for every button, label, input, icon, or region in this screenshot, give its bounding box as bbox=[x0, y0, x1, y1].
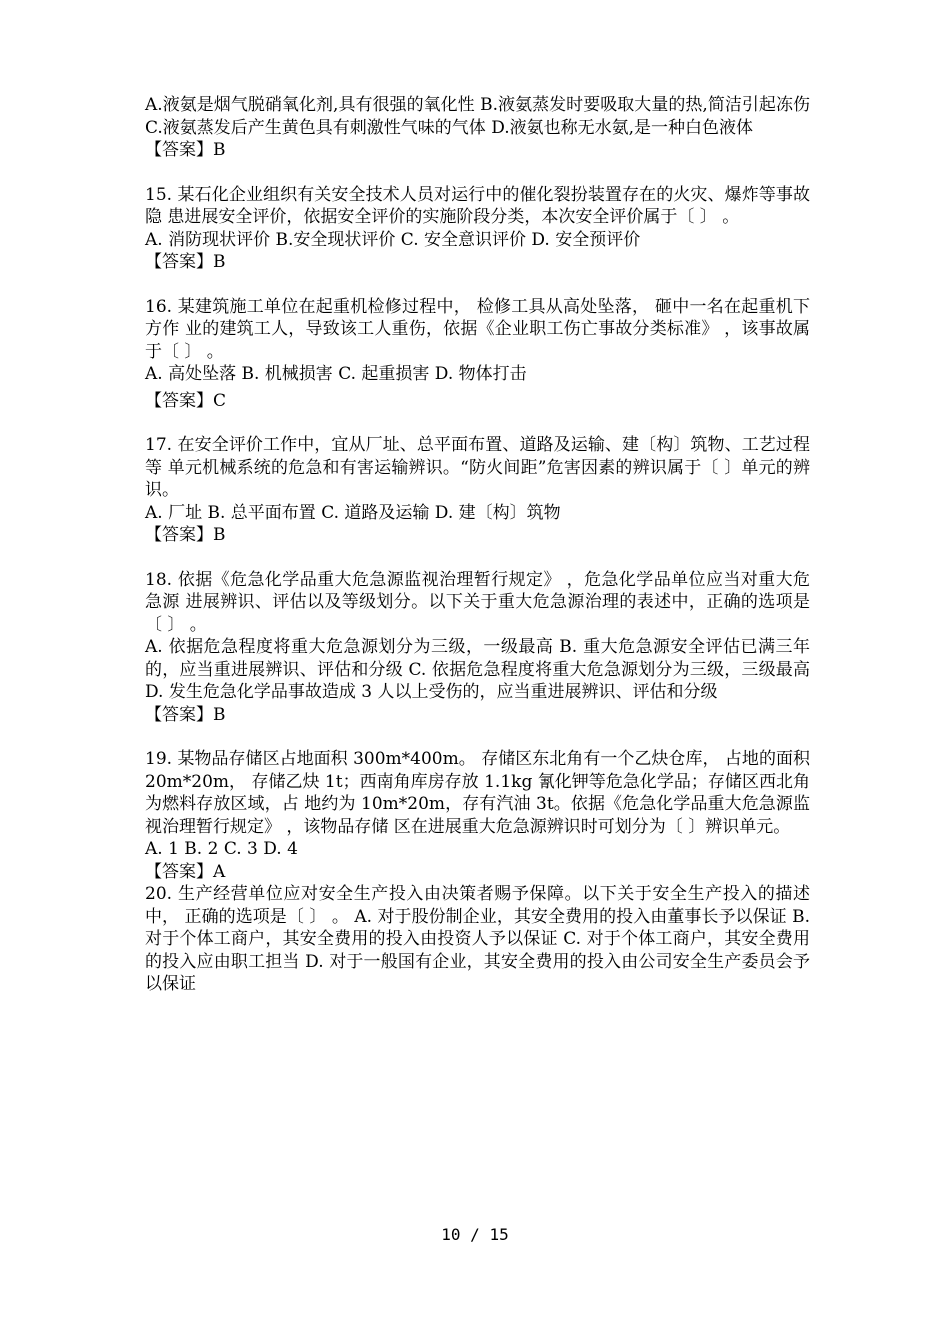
question-20-text: 20. 生产经营单位应对安全生产投入由决策者赐予保障。以下关于安全生产投入的描述中， 正确的选项是〔 〕 。 A. 对于股份制企业，其安全费用的投入由董事长予以保证 B. 对于个体工商户，其安全费用的投入由投资人予以保证 C. 对于个体工商户，其安全费用的投入应由职工担当 D. 对于一般国有企业，其安全费用的投入由公司安全生产委员会予以保证 bbox=[145, 884, 810, 994]
question-16-options: A. 高处坠落 B. 机械损害 C. 起重损害 D. 物体打击 bbox=[145, 364, 527, 384]
question-15-answer: 【答案】B bbox=[145, 252, 226, 272]
question-17-text: 17. 在安全评价工作中，宜从厂址、总平面布置、道路及运输、建〔构〕筑物、工艺过程等 单元机械系统的危急和有害运输辨识。“防火间距”危害因素的辨识属于〔 〕单元的辨识。 bbox=[145, 435, 810, 500]
question-16-answer: 【答案】C bbox=[145, 390, 227, 411]
page-number: 10 / 15 bbox=[441, 1225, 509, 1244]
question-18-text: 18. 依据《危急化学品重大危急源监视治理暂行规定》 ，危急化学品单位应当对重大危急源 进展辨识、评估以及等级划分。以下关于重大危急源治理的表述中，正确的选项是〔 〕 。 bbox=[145, 569, 810, 635]
question-19-answer: 【答案】A bbox=[145, 861, 226, 882]
question-19-text: 19. 某物品存储区占地面积 300m*400m。 存储区东北角有一个乙炔仓库， 占地的面积 20m*20m， 存储乙炔 1t；西南角库房存放 1.1kg 氰化钾等危急化学品；存储区西北角为燃料存放区域，占 地约为 10m*20m，存有汽油 3t。依据《危急化学品重大危急源监视治理暂行规定》 ，该物品存储 区在进展重大危急源辨识时可划分为〔 〕辨识单元。 bbox=[145, 749, 810, 837]
question-18-answer: 【答案】B bbox=[145, 704, 226, 725]
question-18-options: A. 依据危急程度将重大危急源划分为三级，一级最高 B. 重大危急源安全评估已满三年的，应当重进展辨识、评估和分级 C. 依据危急程度将重大危急源划分为三级，三级最高 D. 发生危急化学品事故造成 3 人以上受伤的，应当重进展辨识、评估和分级 bbox=[145, 637, 810, 702]
question-15-text: 15. 某石化企业组织有关安全技术人员对运行中的催化裂扮装置存在的火灾、爆炸等事故隐 患进展安全评价，依据安全评价的实施阶段分类，本次安全评价属于〔 〕 。 bbox=[145, 184, 810, 227]
question-15-options: A. 消防现状评价 B.安全现状评价 C. 安全意识评价 D. 安全预评价 bbox=[145, 229, 641, 250]
document-page bbox=[145, 94, 810, 996]
question-14-answer: 【答案】B bbox=[145, 140, 226, 160]
question-17-answer: 【答案】B bbox=[145, 525, 226, 545]
question-14-text: A.液氨是烟气脱硝氧化剂,具有很强的氧化性 B.液氨蒸发时要吸取大量的热,简洁引起冻伤 C.液氨蒸发后产生黄色具有刺激性气味的气体 D.液氨也称无水氨,是一种白色液体 bbox=[145, 95, 810, 138]
question-19-options: A. 1 B. 2 C. 3 D. 4 bbox=[145, 839, 298, 859]
question-16-text: 16. 某建筑施工单位在起重机检修过程中， 检修工具从高处坠落， 砸中一名在起重机下方作 业的建筑工人，导致该工人重伤，依据《企业职工伤亡事故分类标准》 ，该事故属于〔 〕 。 bbox=[145, 296, 810, 362]
question-17-options: A. 厂址 B. 总平面布置 C. 道路及运输 D. 建〔构〕筑物 bbox=[145, 502, 561, 523]
